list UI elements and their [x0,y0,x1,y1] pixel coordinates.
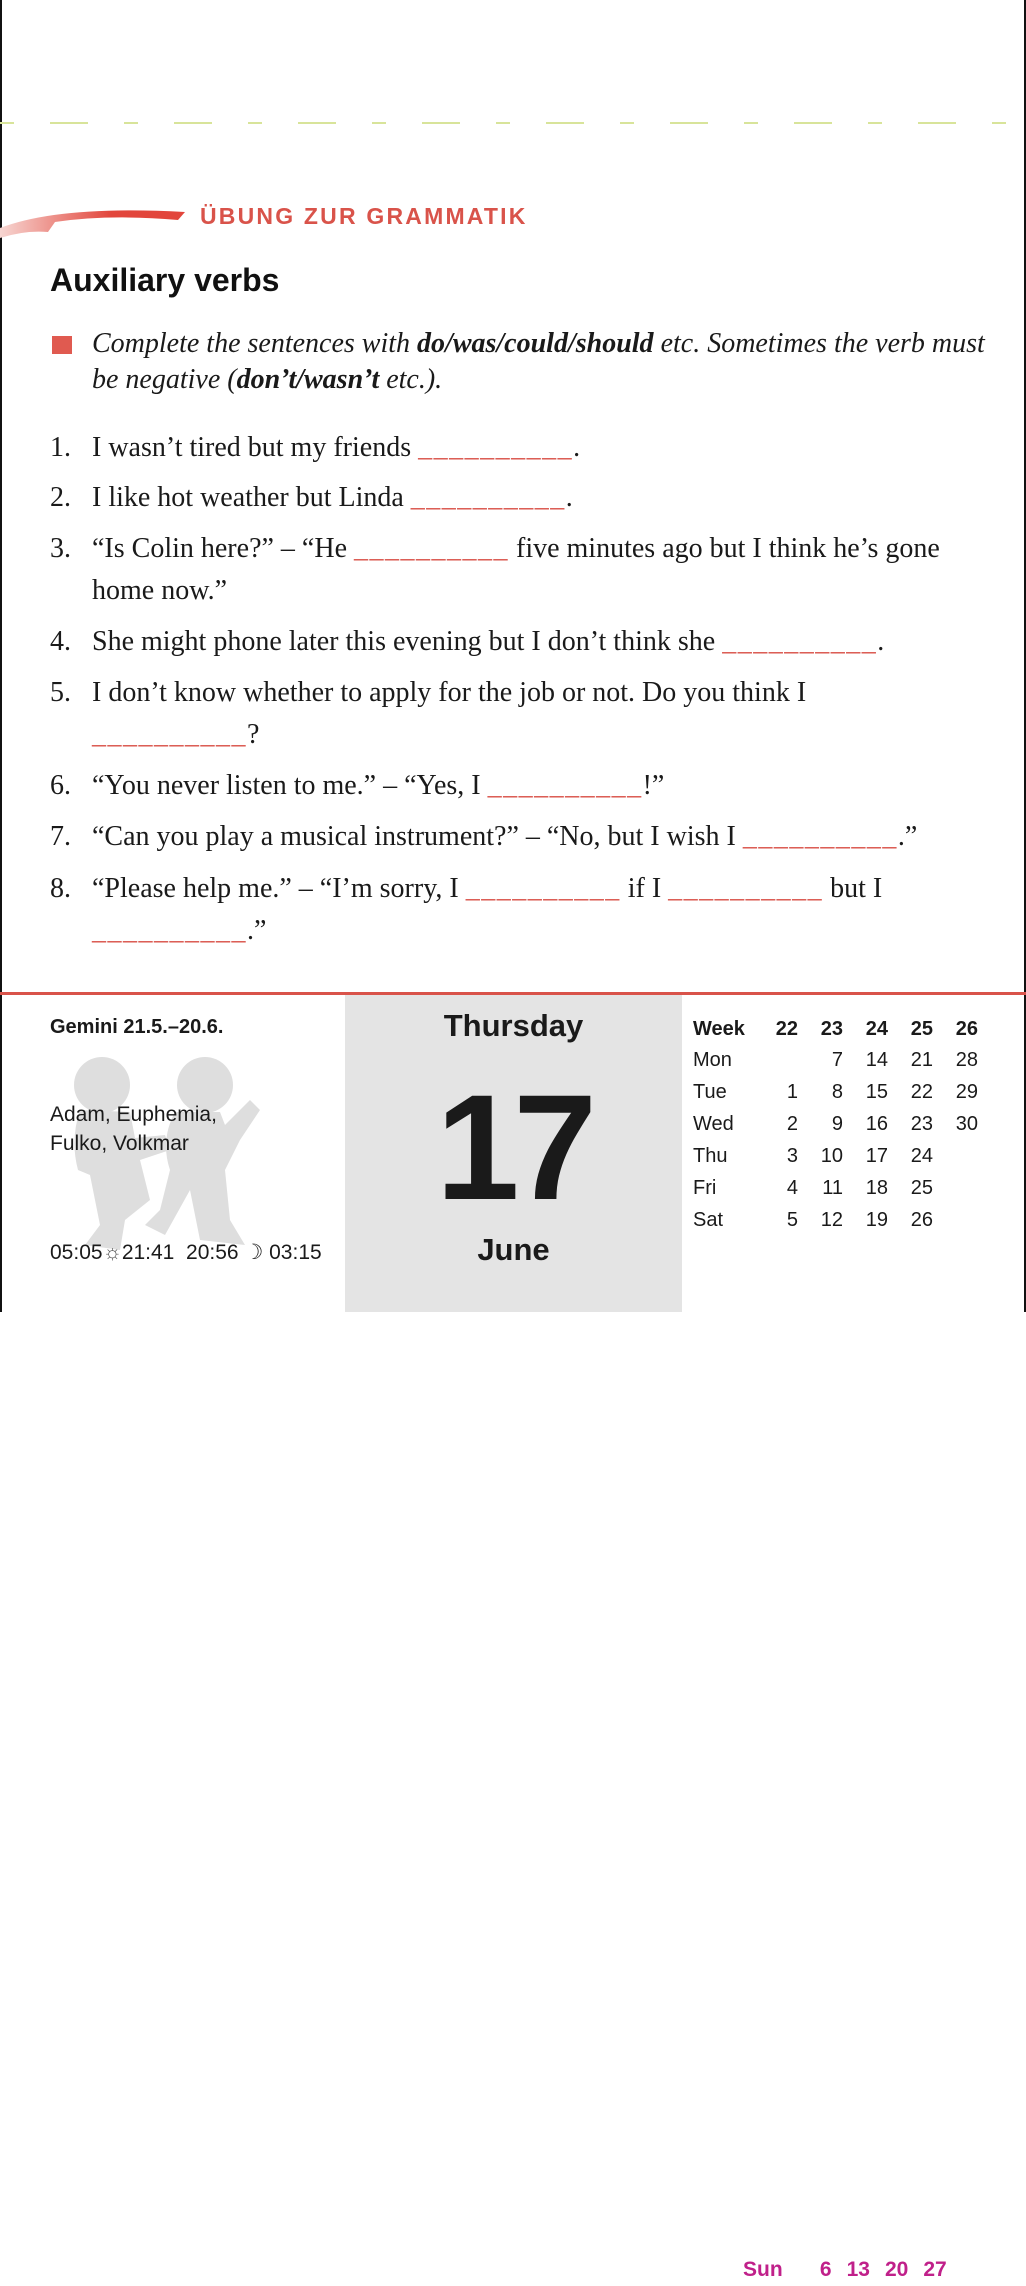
item-text: five minutes ago but I think he’s gone home now.” [92,533,940,606]
calendar-cell: 18 [865,1176,888,1199]
calendar-cell [933,1204,978,1236]
answer-blank[interactable]: __________ [668,873,824,904]
item-text: I like hot weather but Linda [92,482,411,513]
calendar-cell: 8 [831,1080,843,1103]
instruction-segment: Complete the sentences with [92,328,418,359]
exercise-item [50,672,980,756]
item-text: She might phone later this evening but I don’t think she [92,626,723,657]
sunrise-time: 05:05 [50,1241,103,1264]
calendar-cell: 22 [775,1017,798,1040]
calendar-row-label: Sat [693,1208,724,1231]
calendar-row [693,1172,978,1204]
calendar-row [693,1076,978,1108]
calendar-cell: 26 [955,1017,978,1040]
calendar-row [693,1140,978,1172]
instruction-emphasis: do/was/could/should [417,328,654,359]
instruction-segment: etc.). [379,364,443,395]
calendar-row-label: Week [693,1017,745,1040]
month: June [477,1232,550,1267]
calendar-row [743,2254,978,2286]
answer-blank[interactable]: __________ [465,873,621,904]
item-text: ? [247,719,260,750]
calendar-cell: 15 [865,1080,888,1103]
sun-moon-times [50,1240,322,1265]
calendar-cell: 7 [831,1048,843,1071]
item-text: but I [823,873,883,904]
calendar-row-label: Mon [693,1048,732,1071]
instruction-text [92,326,992,398]
calendar-cell [753,1044,798,1076]
calendar-row-label: Tue [693,1080,727,1103]
item-text: . [565,482,573,513]
calendar-cell: 23 [910,1112,933,1135]
calendar-row-label: Wed [693,1112,734,1135]
item-text: I wasn’t tired but my friends [92,432,419,463]
moonrise-time: 20:56 [186,1241,239,1264]
calendar-cell: 13 [846,2258,870,2281]
calendar-cell: 20 [884,2258,909,2281]
item-text: I don’t know whether to apply for the job or not. Do you think I [92,677,807,708]
calendar-row-label: Sun [743,2258,783,2281]
calendar-cell: 4 [786,1176,798,1199]
item-text: . [877,626,885,657]
answer-blank[interactable]: __________ [410,482,566,513]
calendar-cell: 28 [955,1048,978,1071]
calendar-cell: 11 [822,1176,843,1199]
calendar-cell: 25 [910,1176,933,1199]
weekday: Thursday [443,1008,584,1043]
calendar-cell: 6 [819,2258,832,2281]
moonset-time: 03:15 [269,1241,322,1264]
exercise-item [50,428,980,468]
calendar-cell: 29 [955,1080,978,1103]
calendar-cell: 25 [910,1017,933,1040]
answer-blank[interactable]: __________ [742,821,898,852]
item-text: .” [247,915,267,946]
calendar-cell: 1 [786,1080,798,1103]
sun-icon: ☼ [102,1241,122,1264]
calendar-cell: 30 [955,1112,978,1135]
exercise-item [50,816,980,858]
answer-blank[interactable]: __________ [487,770,643,801]
calendar-cell: 12 [820,1208,843,1231]
item-text: “You never listen to me.” – “Yes, I [92,770,488,801]
item-number: 4. [50,626,71,657]
calendar-cell: 19 [865,1208,888,1231]
section-label: ÜBUNG ZUR GRAMMATIK [200,203,528,229]
calendar-cell: 27 [923,2258,947,2281]
item-number: 6. [50,770,71,801]
calendar-row [693,1108,978,1140]
exercise-item [50,478,980,518]
item-text: “Please help me.” – “I’m sorry, I [92,873,466,904]
calendar-cell: 26 [910,1208,933,1231]
name-days: Adam, Euphemia, Fulko, Volkmar [50,1103,217,1155]
answer-blank[interactable]: __________ [418,432,574,463]
answer-blank[interactable]: __________ [354,533,509,564]
exercise-title: Auxiliary verbs [50,262,280,298]
calendar-cell: 10 [820,1144,843,1167]
instruction-bullet [52,336,72,354]
calendar-cell: 24 [865,1017,888,1040]
answer-blank[interactable]: __________ [92,719,247,750]
calendar-row-label: Fri [693,1176,717,1199]
item-text: .” [897,821,918,852]
answer-blank[interactable]: __________ [92,915,247,946]
calendar-week-header [693,1014,978,1044]
exercise-list [50,428,980,962]
calendar-cell: 17 [865,1144,888,1167]
item-number: 8. [50,873,71,904]
day-number: 17 [436,1063,591,1231]
item-number: 1. [50,432,71,463]
answer-blank[interactable]: __________ [722,626,878,657]
month-calendar [693,1014,978,2281]
item-number: 7. [50,821,71,852]
item-number: 5. [50,677,71,708]
exercise-item [50,868,980,952]
item-text: if I [620,873,669,904]
calendar-cell: 22 [910,1080,933,1103]
item-number: 2. [50,482,71,513]
moon-icon: ☽ [244,1241,264,1264]
calendar-row-label: Thu [693,1144,728,1167]
exercise-item [50,622,980,662]
zodiac-sign: Gemini 21.5.–20.6. [50,1016,224,1038]
calendar-cell [933,1140,978,1172]
calendar-cell: 21 [910,1048,933,1071]
sunset-time: 21:41 [121,1241,175,1264]
calendar-cell: 2 [786,1112,798,1135]
item-text: !” [642,770,665,801]
calendar-cell: 16 [865,1112,888,1135]
exercise-item [50,528,980,612]
item-number: 3. [50,533,71,564]
instruction-segment: etc. Sometimes the verb must be negative ( [92,328,985,395]
calendar-cell [933,1172,978,1204]
exercise-item [50,766,980,806]
calendar-cell: 23 [820,1017,843,1040]
calendar-row [693,1204,978,1236]
swoosh-decoration [0,200,190,245]
item-text: “Can you play a musical instrument?” – “No, but I wish I [92,821,743,852]
calendar-cell: 3 [786,1144,798,1167]
calendar-cell: 14 [865,1048,888,1071]
calendar-cell: 24 [910,1144,933,1167]
calendar-cell [947,2254,978,2286]
item-text: “Is Colin here?” – “He [92,533,354,564]
calendar-cell: 9 [831,1112,843,1135]
calendar-cell: 5 [786,1208,798,1231]
cut-line-divider [0,122,1026,124]
item-text: . [573,432,581,463]
instruction-emphasis: don’t/wasn’t [236,364,380,395]
calendar-row [693,1044,978,1076]
